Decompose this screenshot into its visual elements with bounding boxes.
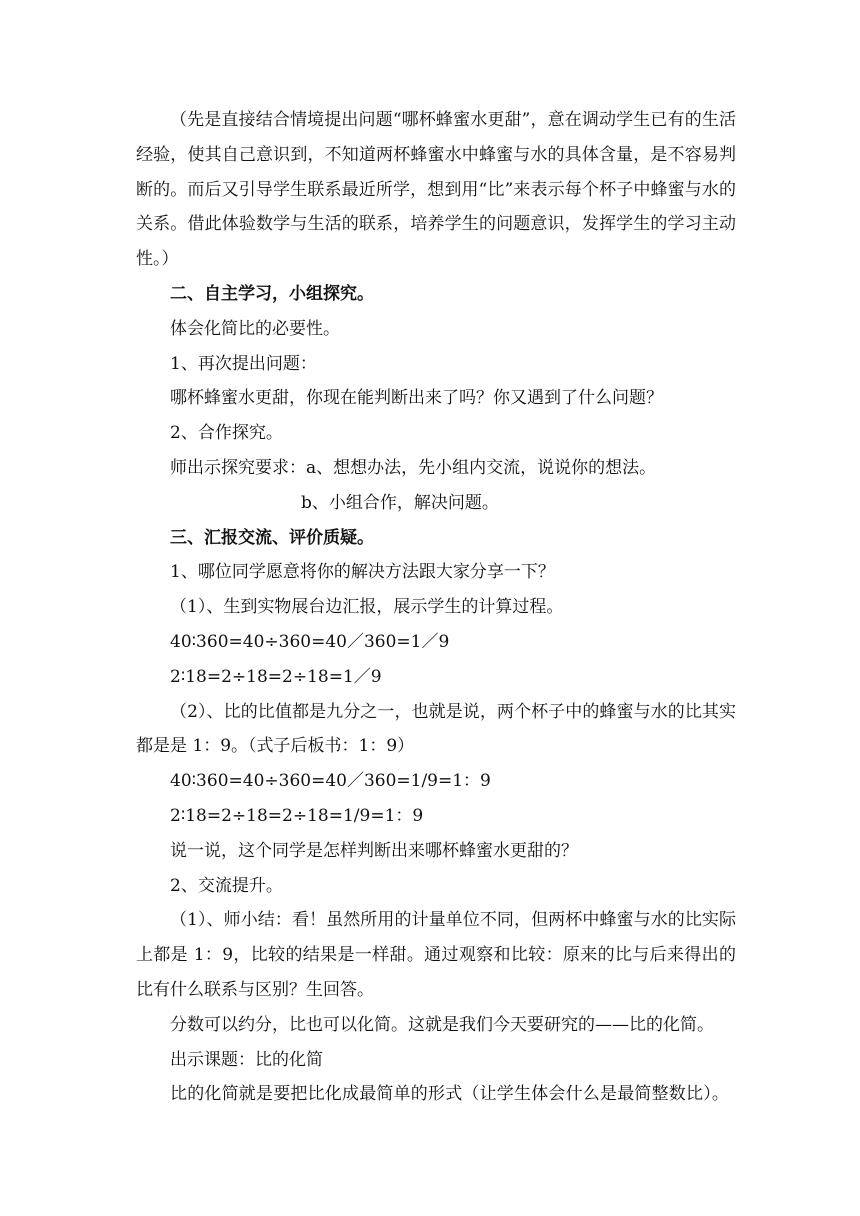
paragraph: 师出示探究要求：a、想想办法，先小组内交流，说说你的想法。 xyxy=(170,457,657,478)
equation-line: 2∶18=2÷18=2÷18=1/9=1：9 xyxy=(170,805,424,826)
paragraph: 出示课题：比的化简 xyxy=(170,1049,323,1070)
paragraph: （1）、师小结：看！虽然所用的计量单位不同，但两杯中蜂蜜与水的比实际上都是 1：9，比较的结果是一样甜。通过观察和比较：原来的比与后来得出的比有什么联系与区别？生回答。 xyxy=(136,910,736,1000)
paragraph: 说一说，这个同学是怎样判断出来哪杯蜂蜜水更甜的？ xyxy=(170,840,578,861)
document-body xyxy=(136,103,736,1112)
equation-line: 40∶360=40÷360=40／360=1／9 xyxy=(170,631,450,652)
equation-line: 40∶360=40÷360=40／360=1/9=1：9 xyxy=(170,771,491,792)
paragraph: 体会化简比的必要性。 xyxy=(170,318,340,339)
step-heading: 1、哪位同学愿意将你的解决方法跟大家分享一下？ xyxy=(170,562,555,583)
section-heading-3: 三、汇报交流、评价质疑。 xyxy=(170,527,374,548)
intro-commentary-paragraph: （先是直接结合情境提出问题“哪杯蜂蜜水更甜”，意在调动学生已有的生活经验，使其自己意识到，不知道两杯蜂蜜水中蜂蜜与水的具体含量，是不容易判断的。而后又引导学生联系最近所学，想到用“比”来表示每个杯子中蜂蜜与水的关系。借此体验数学与生活的联系，培养学生的问题意识，发挥学生的学习主动性。） xyxy=(136,110,736,270)
step-heading: 2、合作探究。 xyxy=(170,423,283,444)
step-heading: 1、再次提出问题： xyxy=(170,353,317,374)
paragraph: 分数可以约分，比也可以化简。这就是我们今天要研究的——比的化简。 xyxy=(170,1014,714,1035)
paragraph-sub-item: b、小组合作，解决问题。 xyxy=(301,492,499,513)
paragraph: 比的化简就是要把比化成最简单的形式（让学生体会什么是最简整数比）。 xyxy=(170,1084,730,1105)
section-heading-2: 二、自主学习，小组探究。 xyxy=(170,283,374,304)
paragraph: （2）、比的比值都是九分之一，也就是说，两个杯子中的蜂蜜与水的比其实都是是 1：9。（式子后板书：1：9） xyxy=(136,701,736,757)
step-heading: 2、交流提升。 xyxy=(170,875,283,896)
equation-line: 2∶18=2÷18=2÷18=1／9 xyxy=(170,666,382,687)
paragraph: 哪杯蜂蜜水更甜，你现在能判断出来了吗？你又遇到了什么问题？ xyxy=(170,388,663,409)
paragraph: （1）、生到实物展台边汇报，展示学生的计算过程。 xyxy=(170,597,564,618)
